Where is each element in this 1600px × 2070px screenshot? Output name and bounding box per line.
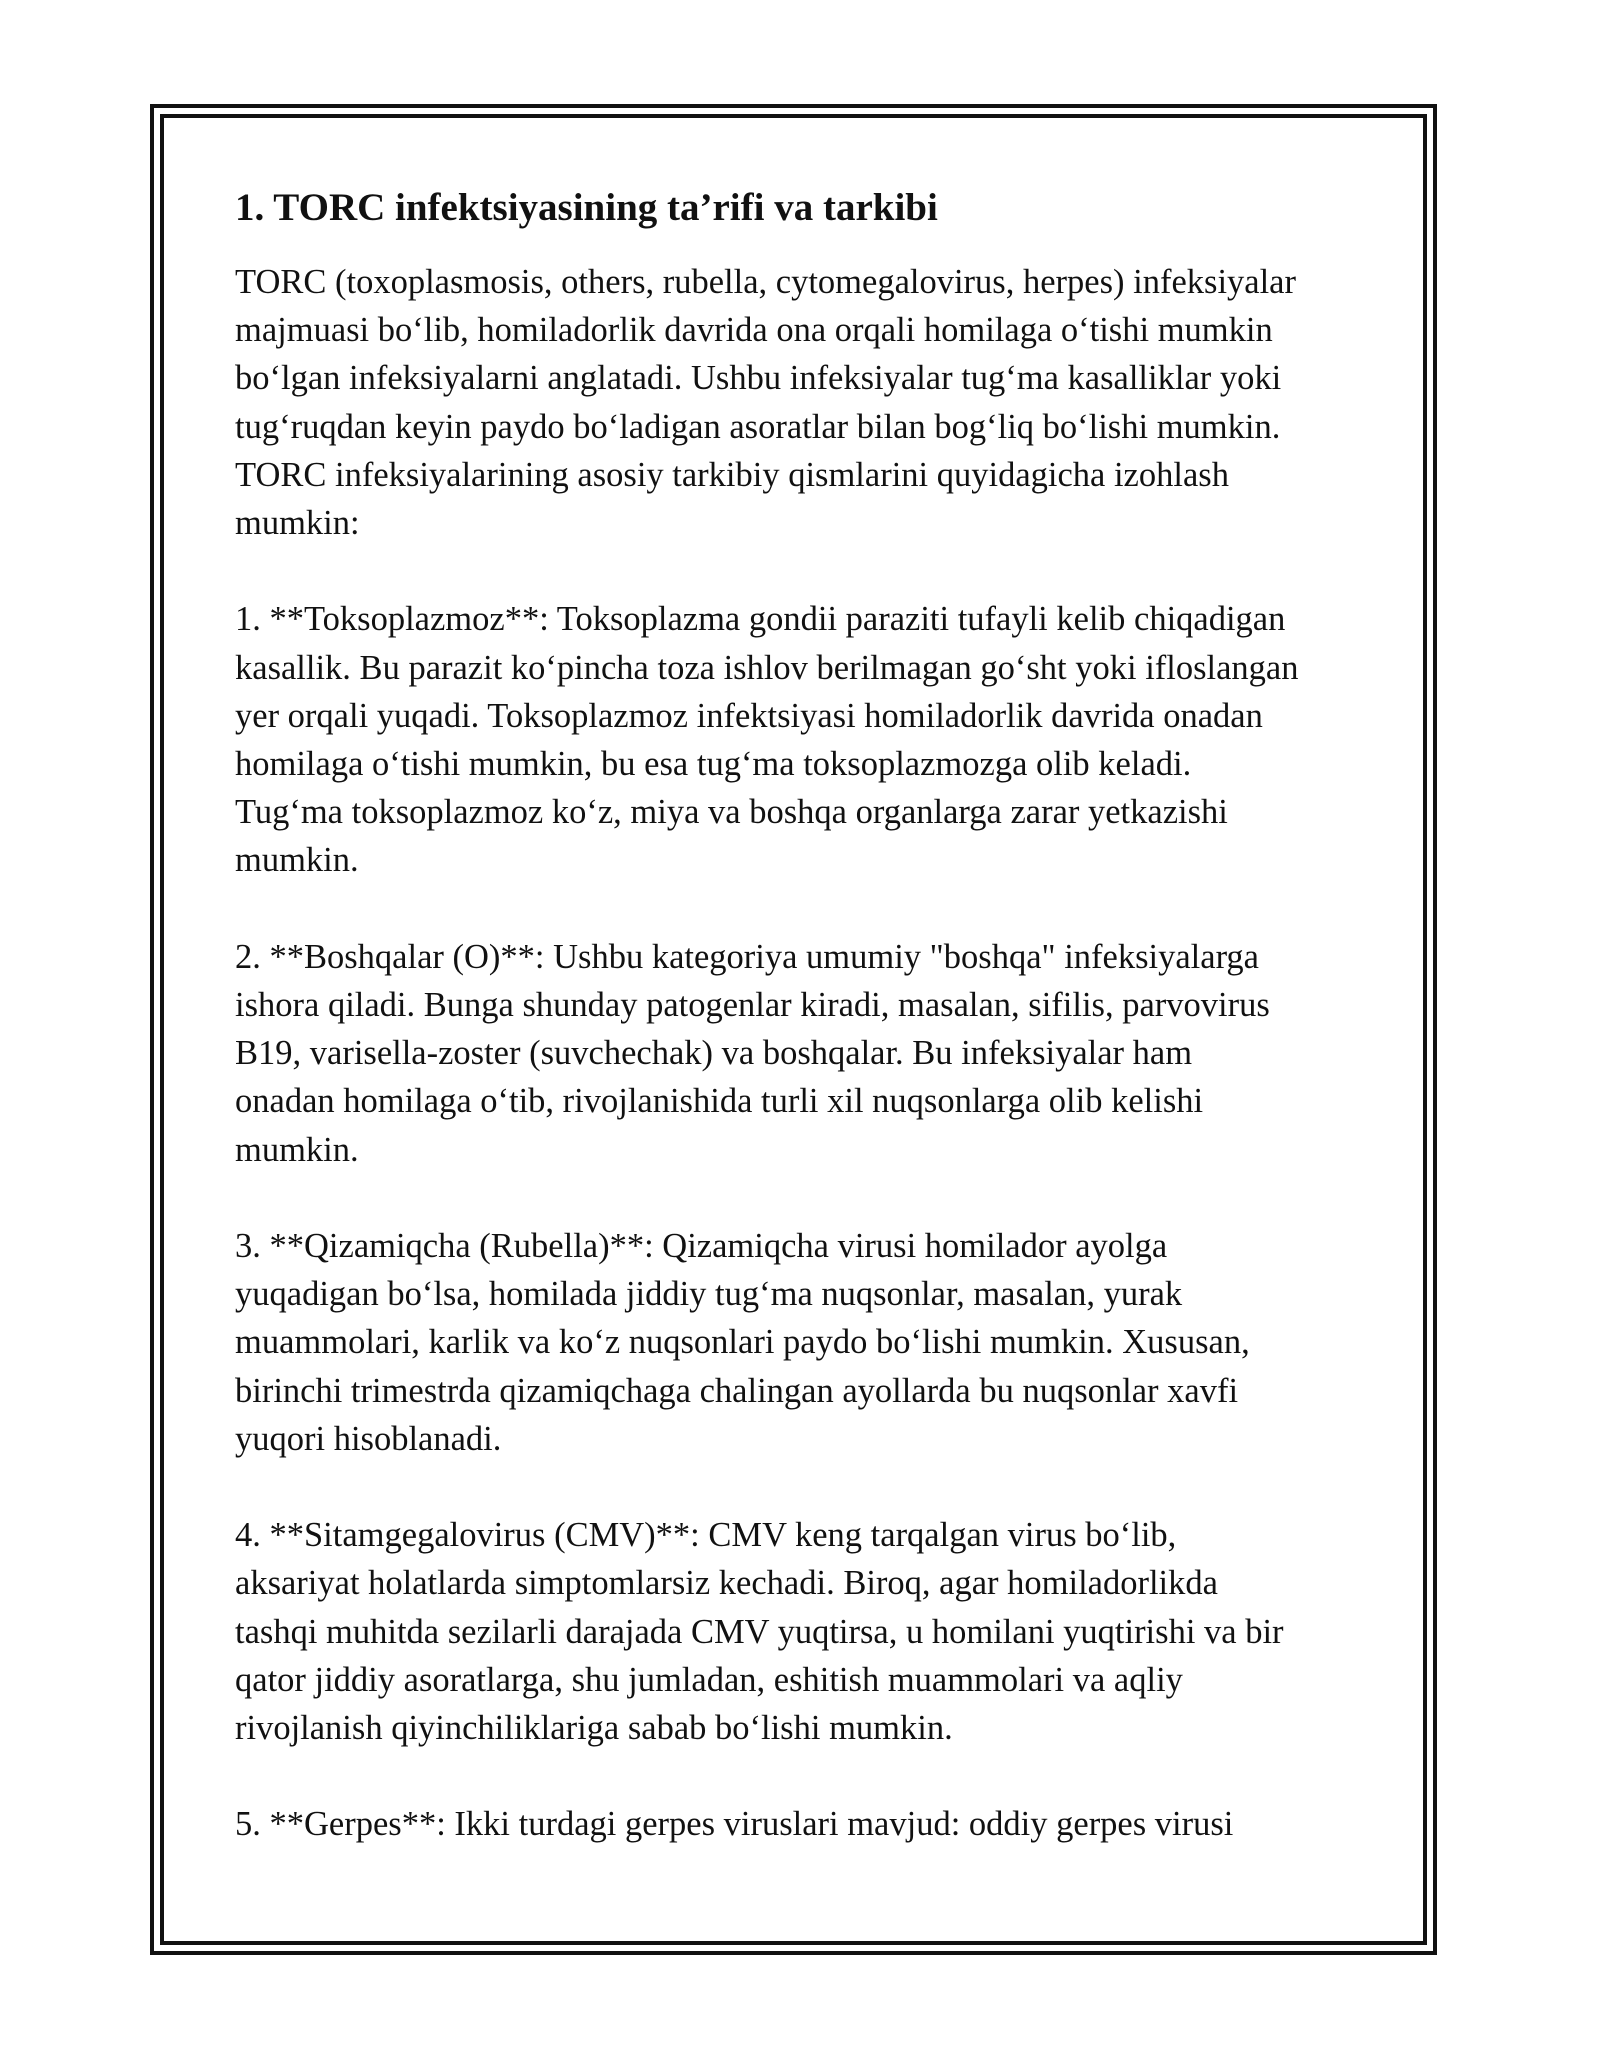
rubella-paragraph: 3. **Qizamiqcha (Rubella)**: Qizamiqcha virusi homilador ayolga yuqadigan bo‘lsa, homilada jiddiy tug‘ma nuqsonlar, masalan, yurak muammolari, karlik va ko‘z nuqsonlari paydo bo‘lishi mumkin. Xususan, birinchi trimestrda qizamiqchaga chalingan ayollarda bu nuqsonlar xavfi yuqori hisoblanadi. <box>235 1227 1250 1458</box>
section-heading: 1. TORC infektsiyasining ta’rifi va tarkibi <box>235 186 938 229</box>
others-paragraph: 2. **Boshqalar (O)**: Ushbu kategoriya umumiy "boshqa" infeksiyalarga ishora qiladi. Bunga shunday patogenlar kiradi, masalan, sifilis, parvovirus B19, varisella-zoster (suvchechak) va boshqalar. Bu infeksiyalar ham onadan homilaga o‘tib, rivojlanishida turli xil nuqsonlarga olib kelishi mumkin. <box>235 937 1270 1169</box>
cmv-paragraph: 4. **Sitamgegalovirus (CMV)**: CMV keng tarqalgan virus bo‘lib, aksariyat holatlarda simptomlarsiz kechadi. Biroq, agar homiladorlikda tashqi muhitda sezilarli darajada CMV yuqtirsa, u homilani yuqtirishi va bir qator jiddiy asoratlarga, shu jumladan, eshitish muammolari va aqliy rivojlanish qiyinchiliklariga sabab bo‘lishi mumkin. <box>235 1516 1284 1748</box>
intro-paragraph: TORC (toxoplasmosis, others, rubella, cytomegalovirus, herpes) infeksiyalar majmuasi bo‘lib, homiladorlik davrida ona orqali homilaga o‘tishi mumkin bo‘lgan infeksiyalarni anglatadi. Ushbu infeksiyalar tug‘ma kasalliklar yoki tug‘ruqdan keyin paydo bo‘ladigan asoratlar bilan bog‘liq bo‘lishi mumkin. TORC infeksiyalarining asosiy tarkibiy qismlarini quyidagicha izohlash mumkin: <box>235 263 1296 543</box>
toxoplasmosis-paragraph: 1. **Toksoplazmoz**: Toksoplazma gondii paraziti tufayli kelib chiqadigan kasallik. Bu parazit ko‘pincha toza ishlov berilmagan go‘sht yoki ifloslangan yer orqali yuqadi. Toksoplazmoz infektsiyasi homiladorlik davrida onadan homilaga o‘tishi mumkin, bu esa tug‘ma toksoplazmozga olib keladi. Tug‘ma toksoplazmoz ko‘z, miya va boshqa organlarga zarar yetkazishi mumkin. <box>235 600 1299 880</box>
herpes-paragraph: 5. **Gerpes**: Ikki turdagi gerpes viruslari mavjud: oddiy gerpes virusi <box>235 1805 1234 1844</box>
document-body <box>235 184 1375 1897</box>
